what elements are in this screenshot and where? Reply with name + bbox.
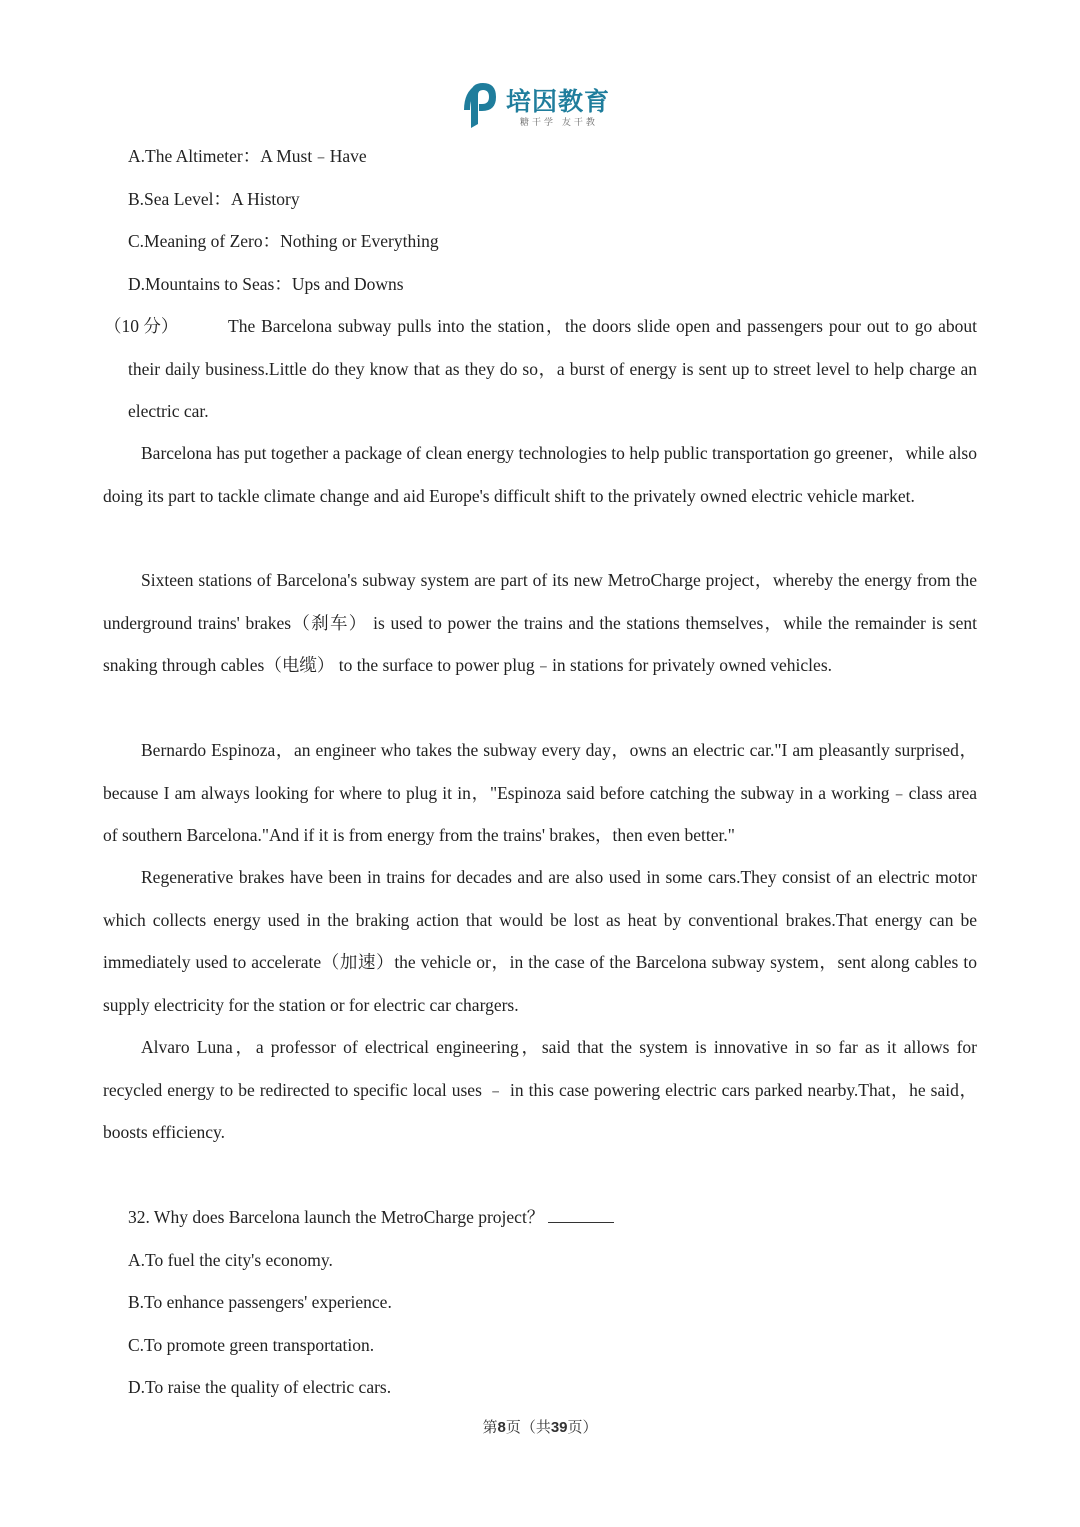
prev-option-c: C.Meaning of Zero：Nothing or Everything	[128, 231, 439, 251]
paragraph-1-text: The Barcelona subway pulls into the station，the doors slide open and passengers pour out to go about their daily business.Little do they know that as they do so，a burst of energy is sent up to street level to help charge an electric car.	[128, 316, 977, 421]
score-label: （10 分）	[104, 316, 179, 336]
question-text: 32. Why does Barcelona launch the MetroCharge project？	[128, 1207, 545, 1227]
page-footer	[0, 1416, 1080, 1437]
footer-prefix: 第	[482, 1420, 498, 1436]
page-number: 8	[497, 1419, 506, 1436]
brand-p-icon	[462, 80, 498, 130]
prev-option-a: A.The Altimeter：A Must﹣Have	[128, 146, 367, 166]
passage-paragraph-5: Regenerative brakes have been in trains for decades and are also used in some cars.They consist of an electric motor which collects energy used in the braking action that would be lost as heat by conventional brakes.That energy can be immediately used to accelerate（加速）the vehicle or，in the case of the Barcelona subway system，sent along cables to supply electricity for the station or for electric car chargers.	[103, 867, 977, 1015]
passage-paragraph-6: Alvaro Luna，a professor of electrical engineering，said that the system is innovative in so far as it allows for recycled energy to be redirected to specific local uses ﹣ in this case powering electric cars parked nearby.That，he said，boosts efficiency.	[103, 1037, 977, 1142]
question-option-b: B.To enhance passengers' experience.	[128, 1292, 392, 1312]
footer-middle: 页（共	[505, 1420, 551, 1436]
question-stem	[128, 1205, 614, 1229]
passage-paragraph-1	[104, 305, 977, 433]
brand-name: 培因教育	[506, 87, 611, 116]
passage-paragraph-2: Barcelona has put together a package of clean energy technologies to help public transportation go greener，while also doing its part to tackle climate change and aid Europe's difficult shift to the privately owned electric vehicle market.	[103, 443, 977, 506]
passage-paragraph-4: Bernardo Espinoza，an engineer who takes the subway every day，owns an electric car."I am pleasantly surprised，because I am always looking for where to plug it in，"Espinoza said before catching the subway in a working﹣class area of southern Barcelona."And if it is from energy from the trains' brakes，then even better."	[103, 740, 977, 845]
page-total: 39	[550, 1419, 568, 1436]
footer-suffix: 页）	[567, 1420, 598, 1436]
passage-paragraph-3: Sixteen stations of Barcelona's subway system are part of its new MetroCharge project，whereby the energy from the underground trains' brakes（刹车） is used to power the trains and the stations themselves，while the remainder is sent snaking through cables（电缆） to the surface to power plug﹣in stations for privately owned vehicles.	[103, 570, 977, 675]
brand-logo	[462, 80, 622, 132]
question-option-c: C.To promote green transportation.	[128, 1335, 375, 1355]
question-option-d: D.To raise the quality of electric cars.	[128, 1377, 392, 1397]
question-option-a: A.To fuel the city's economy.	[128, 1250, 333, 1270]
brand-slogan: 糖干学 友干教	[520, 118, 598, 128]
answer-blank[interactable]	[548, 1206, 614, 1223]
prev-option-b: B.Sea Level：A History	[128, 189, 300, 209]
prev-option-d: D.Mountains to Seas：Ups and Downs	[128, 274, 404, 294]
